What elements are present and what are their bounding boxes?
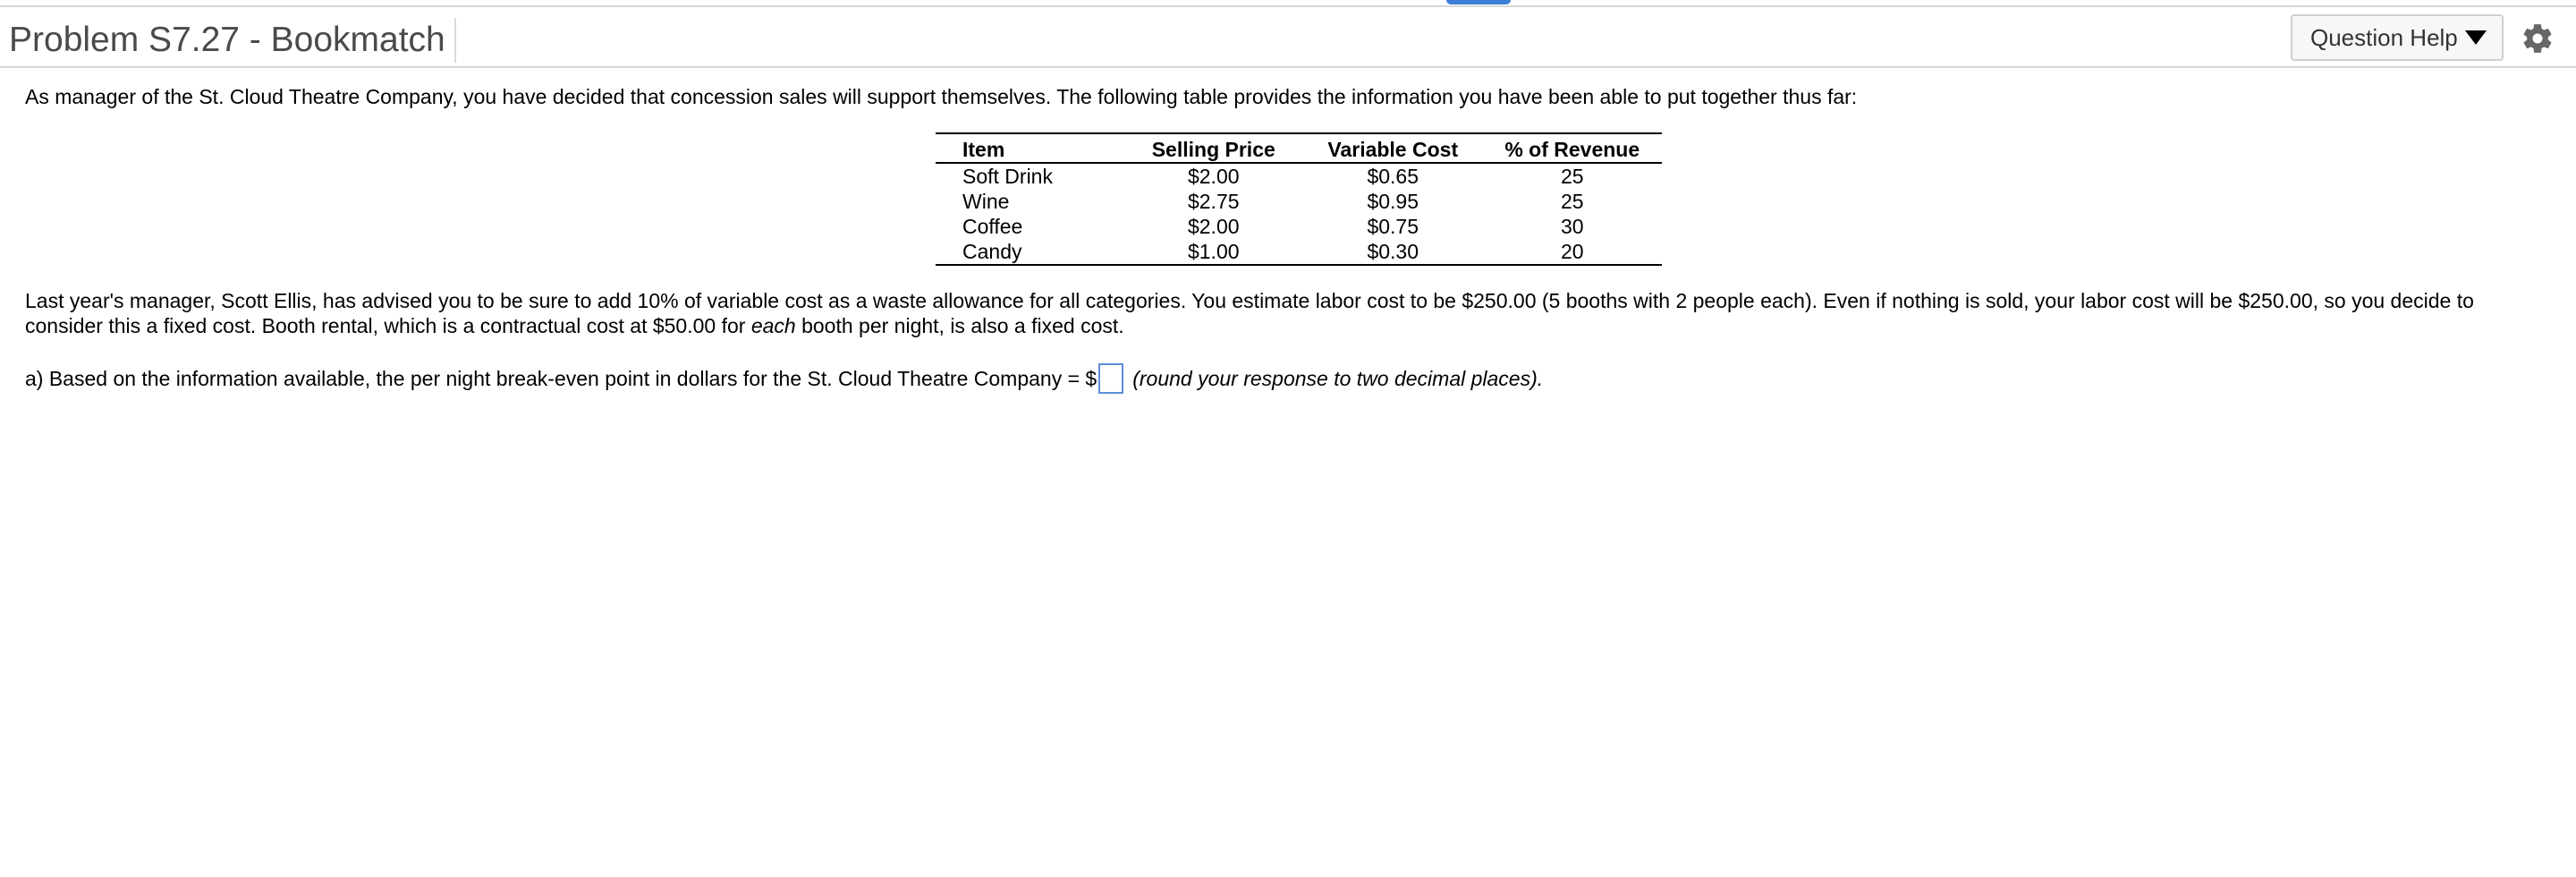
advice-text-part2: booth per night, is also a fixed cost. <box>795 314 1124 337</box>
top-tab-indicator[interactable] <box>1446 0 1511 4</box>
table-cell: $0.95 <box>1367 190 1419 213</box>
table-cell: 30 <box>1560 215 1584 238</box>
question-a-text: a) Based on the information available, the per night break-even point in dollars for the St. Cloud Theatre Company = $ <box>25 367 1097 390</box>
rounding-note: (round your response to two decimal places). <box>1132 367 1544 390</box>
table-cell: $2.00 <box>1187 215 1240 238</box>
table-row <box>936 163 1662 189</box>
table-row <box>936 239 1662 265</box>
table-row <box>936 189 1662 214</box>
question-a <box>25 363 1543 394</box>
table-cell: 25 <box>1560 165 1584 188</box>
table-cell: $0.65 <box>1367 165 1419 188</box>
intro-text: As manager of the St. Cloud Theatre Company, you have decided that concession sales will support themselves. The following table provides the information you have been able to put together thus far: <box>25 85 1858 108</box>
page-title: Problem S7.27 - Bookmatch <box>9 18 456 63</box>
table-cell: $2.75 <box>1187 190 1240 213</box>
table-cell: 25 <box>1560 190 1584 213</box>
column-header: Item <box>936 133 1124 163</box>
table-cell: $1.00 <box>1124 239 1303 265</box>
question-help-label: Question Help <box>2310 23 2458 51</box>
table-cell: $0.30 <box>1303 239 1482 265</box>
concession-table <box>936 132 1662 266</box>
table-cell: Candy <box>936 239 1124 265</box>
table-row <box>936 214 1662 239</box>
table-cell: Coffee <box>962 215 1023 238</box>
table-header-row <box>936 133 1662 163</box>
question-help-button[interactable] <box>2291 14 2504 61</box>
header-bar <box>0 7 2576 68</box>
table-cell: 20 <box>1482 239 1662 265</box>
advice-text-part1: Last year's manager, Scott Ellis, has advised you to be sure to add 10% of variable cost as a waste allowance for all categories. You estimate labor cost to be $250.00 (5 booths with 2 people each). Even if nothing is sold, your labor cost will be $250.00, so you decide to consider this a fixed cost. Booth rental, which is a contractual cost at $50.00 for <box>25 289 2474 337</box>
table-cell: Soft Drink <box>962 165 1053 188</box>
table-cell: $0.75 <box>1367 215 1419 238</box>
column-header: Selling Price <box>1124 133 1303 163</box>
advice-emphasis: each <box>750 314 796 337</box>
advice-text <box>25 288 2556 338</box>
answer-input[interactable] <box>1098 363 1123 394</box>
column-header: Variable Cost <box>1303 133 1482 163</box>
column-header: % of Revenue <box>1482 133 1662 163</box>
caret-down-icon <box>2465 30 2487 45</box>
gear-icon[interactable] <box>2521 21 2555 55</box>
table-cell: Wine <box>962 190 1010 213</box>
table-cell: $2.00 <box>1187 165 1240 188</box>
